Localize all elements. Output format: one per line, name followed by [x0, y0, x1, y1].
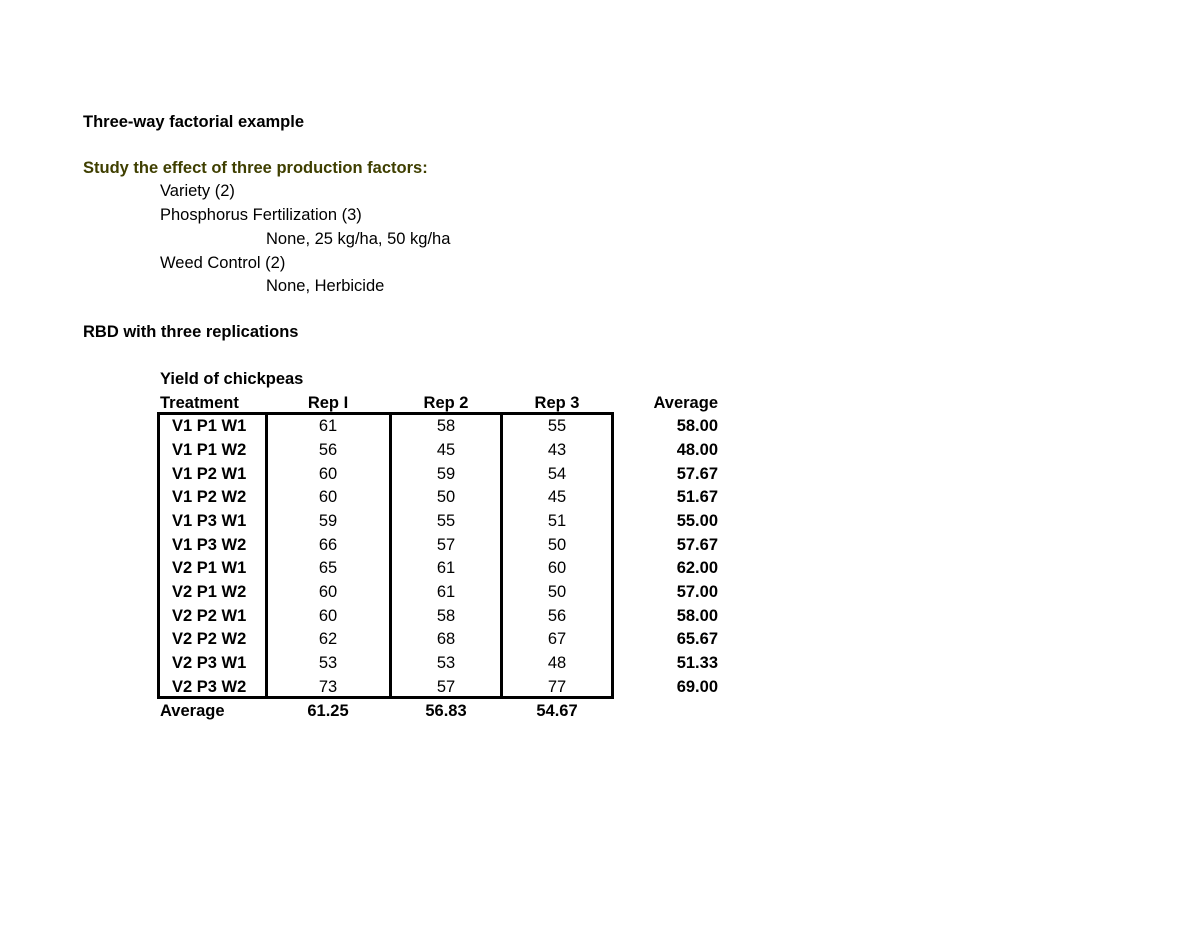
cell-average: 62.00 — [676, 559, 718, 577]
table-row — [0, 511, 1200, 531]
cell-rep-1: 60 — [318, 583, 338, 601]
cell-rep-1: 56 — [318, 441, 338, 459]
cell-rep-2: 61 — [436, 559, 456, 577]
footer-rep-3: 54.67 — [536, 702, 578, 720]
cell-average: 57.67 — [676, 536, 718, 554]
cell-average: 65.67 — [676, 630, 718, 648]
cell-rep-2: 59 — [436, 465, 456, 483]
cell-rep-2: 50 — [436, 488, 456, 506]
cell-treatment: V1 P2 W2 — [172, 488, 247, 506]
table-row — [0, 558, 1200, 578]
table-row — [0, 582, 1200, 602]
cell-average: 57.00 — [676, 583, 718, 601]
cell-average: 51.67 — [676, 488, 718, 506]
table-row — [0, 464, 1200, 484]
cell-average: 58.00 — [676, 417, 718, 435]
header-rep-2: Rep 2 — [423, 394, 469, 412]
cell-treatment: V2 P1 W2 — [172, 583, 247, 601]
cell-treatment: V2 P3 W1 — [172, 654, 247, 672]
cell-rep-2: 58 — [436, 417, 456, 435]
cell-average: 69.00 — [676, 678, 718, 696]
cell-rep-2: 58 — [436, 607, 456, 625]
footer-label: Average — [160, 702, 225, 720]
header-rep-3: Rep 3 — [534, 394, 580, 412]
factor-weed-control: Weed Control (2) — [160, 254, 286, 272]
cell-rep-2: 57 — [436, 678, 456, 696]
cell-rep-3: 67 — [547, 630, 567, 648]
footer-rep-2: 56.83 — [425, 702, 467, 720]
table-row — [0, 677, 1200, 697]
cell-rep-1: 65 — [318, 559, 338, 577]
cell-rep-2: 61 — [436, 583, 456, 601]
factor-phosphorus: Phosphorus Fertilization (3) — [160, 206, 362, 224]
cell-average: 58.00 — [676, 607, 718, 625]
cell-rep-3: 50 — [547, 536, 567, 554]
cell-rep-1: 66 — [318, 536, 338, 554]
cell-rep-1: 73 — [318, 678, 338, 696]
cell-treatment: V2 P2 W1 — [172, 607, 247, 625]
cell-average: 55.00 — [676, 512, 718, 530]
cell-rep-3: 55 — [547, 417, 567, 435]
header-average: Average — [653, 394, 718, 412]
table-row — [0, 629, 1200, 649]
table-footer-average-row — [0, 701, 1200, 721]
cell-average: 51.33 — [676, 654, 718, 672]
design-heading: RBD with three replications — [83, 323, 299, 341]
footer-rep-1: 61.25 — [307, 702, 349, 720]
cell-rep-3: 56 — [547, 607, 567, 625]
factor-variety: Variety (2) — [160, 182, 235, 200]
cell-rep-3: 43 — [547, 441, 567, 459]
cell-rep-1: 60 — [318, 465, 338, 483]
cell-rep-3: 50 — [547, 583, 567, 601]
cell-rep-3: 51 — [547, 512, 567, 530]
cell-rep-3: 48 — [547, 654, 567, 672]
document-title: Three-way factorial example — [83, 113, 305, 131]
header-treatment: Treatment — [160, 394, 239, 412]
study-heading: Study the effect of three production factors: — [83, 159, 428, 177]
cell-rep-1: 60 — [318, 488, 338, 506]
cell-rep-3: 60 — [547, 559, 567, 577]
cell-rep-1: 53 — [318, 654, 338, 672]
cell-rep-3: 54 — [547, 465, 567, 483]
cell-rep-2: 68 — [436, 630, 456, 648]
cell-average: 48.00 — [676, 441, 718, 459]
cell-treatment: V2 P2 W2 — [172, 630, 247, 648]
cell-rep-1: 59 — [318, 512, 338, 530]
table-row — [0, 440, 1200, 460]
cell-treatment: V2 P3 W2 — [172, 678, 247, 696]
cell-treatment: V1 P3 W1 — [172, 512, 247, 530]
cell-rep-2: 53 — [436, 654, 456, 672]
table-row — [0, 416, 1200, 436]
cell-rep-1: 60 — [318, 607, 338, 625]
cell-rep-3: 77 — [547, 678, 567, 696]
cell-rep-3: 45 — [547, 488, 567, 506]
cell-rep-2: 55 — [436, 512, 456, 530]
weed-control-levels: None, Herbicide — [266, 277, 385, 295]
table-row — [0, 653, 1200, 673]
header-rep-1: Rep I — [307, 394, 349, 412]
cell-rep-1: 61 — [318, 417, 338, 435]
cell-rep-2: 45 — [436, 441, 456, 459]
cell-treatment: V2 P1 W1 — [172, 559, 247, 577]
cell-treatment: V1 P3 W2 — [172, 536, 247, 554]
table-caption: Yield of chickpeas — [160, 370, 304, 388]
table-row — [0, 487, 1200, 507]
phosphorus-levels: None, 25 kg/ha, 50 kg/ha — [266, 230, 451, 248]
cell-rep-1: 62 — [318, 630, 338, 648]
cell-treatment: V1 P2 W1 — [172, 465, 247, 483]
cell-treatment: V1 P1 W1 — [172, 417, 247, 435]
cell-treatment: V1 P1 W2 — [172, 441, 247, 459]
cell-average: 57.67 — [676, 465, 718, 483]
table-row — [0, 535, 1200, 555]
table-row — [0, 606, 1200, 626]
cell-rep-2: 57 — [436, 536, 456, 554]
